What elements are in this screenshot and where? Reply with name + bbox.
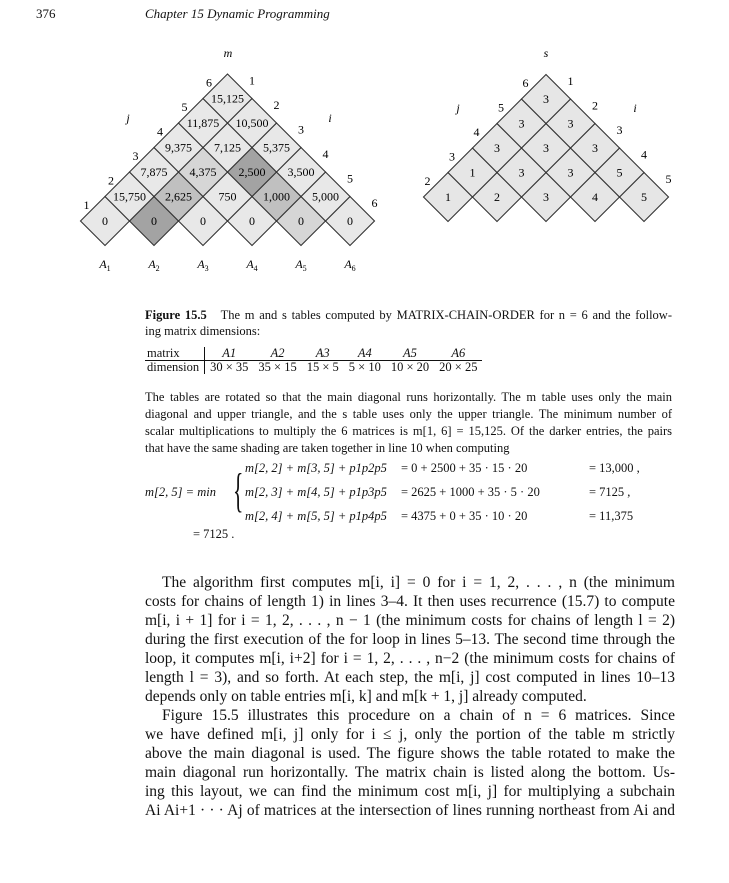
- s-i-index: 4: [641, 147, 647, 162]
- s-j-index: 5: [498, 100, 504, 115]
- m-cell-value: 1,000: [263, 189, 290, 204]
- m-j-index: 5: [181, 100, 188, 114]
- s-cell-value: 3: [567, 116, 574, 131]
- m-cell-value: 7,875: [140, 165, 168, 179]
- s-cell-value: 3: [518, 116, 525, 131]
- dims-header-cell: A6: [434, 347, 482, 361]
- m-i-index: 6: [371, 196, 378, 210]
- body-line: loop, it computes m[i, i+2] for i = 1, 2, . . . , n−2 (the minimum costs for chains of: [145, 650, 675, 667]
- s-j-index: 6: [522, 76, 529, 90]
- equation-lhs: m[2, 5] = min: [145, 485, 216, 499]
- dims-value-cell: 15 × 5: [306, 360, 339, 374]
- s-i-index: 2: [592, 98, 598, 113]
- running-title: Chapter 15 Dynamic Programming: [145, 6, 330, 21]
- body-line: we have defined m[i, j] only for i ≤ j, only the portion of the table m strictly: [145, 726, 675, 743]
- s-cell-value: 3: [543, 141, 549, 155]
- m-cell-value: 7,125: [214, 140, 241, 155]
- s-i-index: 1: [567, 74, 574, 88]
- body-line: The algorithm first computes m[i, i] = 0 for i = 1, 2, . . . , n (the minimum: [162, 574, 675, 591]
- equation-case-eq: = 0 + 2500 + 35 · 15 · 20: [401, 461, 528, 475]
- body-line: Ai Ai+1 · · · Aj of matrices at the intersection of lines running northeast from Ai and: [145, 802, 675, 819]
- body-line: m[i, i + 1] for i = 1, 2, . . . , n − 1 (the minimum costs for chains of length l = 2): [145, 612, 675, 629]
- matrix-label: $A_5$: [295, 257, 307, 273]
- s-cell-value: 1: [469, 165, 476, 180]
- m-j-axis-label: j: [126, 111, 130, 125]
- m-j-index: 1: [83, 198, 90, 212]
- dims-value-cell: 10 × 20: [390, 360, 430, 374]
- dims-value-cell: 20 × 25: [439, 360, 478, 374]
- m-i-index: 3: [298, 122, 304, 137]
- s-cell-value: 1: [445, 190, 451, 204]
- m-cell-value: 0: [347, 214, 353, 228]
- equation-case-res: = 13,000 ,: [589, 461, 640, 475]
- body-line: costs for chains of length 1) in lines 3–4. It then uses recurrence (15.7) to compute: [145, 593, 675, 610]
- dims-value-cell: dimension: [145, 361, 205, 375]
- caption-paragraph-line: scalar multiplications to multiply the 6 matrices is m[1, 6] = 15,125. Of the darker entries, the pairs: [145, 424, 672, 438]
- caption-line-1: [145, 308, 672, 323]
- dims-value-cell: 35 × 15: [258, 360, 297, 374]
- m-cell-value: 9,375: [165, 140, 192, 155]
- body-line: during the first execution of the for loop in lines 5–13. The second time through the: [145, 631, 675, 648]
- m-i-axis-label: i: [328, 111, 332, 125]
- s-j-axis-label: j: [456, 101, 460, 115]
- m-i-index: 1: [249, 73, 255, 88]
- matrix-label: $A_4$: [246, 257, 258, 273]
- body-line: ing this layout, we can find the minimum cost m[i, j] for multiplying a subchain: [145, 783, 675, 800]
- matrix-label: $A_3$: [197, 257, 209, 273]
- m-cell-value: 0: [151, 214, 157, 228]
- matrix-label: $A_2$: [148, 257, 160, 273]
- m-j-index: 3: [132, 149, 139, 163]
- m-cell-value: 5,000: [312, 189, 339, 204]
- dims-header-cell: A2: [253, 347, 301, 361]
- s-cell-value: 3: [543, 92, 549, 106]
- m-cell-value: 4,375: [189, 165, 217, 179]
- dims-value-cell: 30 × 35: [210, 360, 249, 374]
- body-line: above the main diagonal is used. The figure shows the table rotated to make the: [145, 745, 675, 762]
- equation-case-eq: = 4375 + 0 + 35 · 10 · 20: [401, 509, 528, 523]
- m-table-title: m: [223, 46, 233, 60]
- figure-15-5-tables: [0, 0, 729, 290]
- m-cell-value: 0: [102, 214, 108, 228]
- caption-text: The m and s tables computed by MATRIX-CHAIN-ORDER for n = 6 and the follow-: [220, 308, 673, 322]
- s-j-index: 2: [424, 174, 431, 188]
- s-cell-value: 3: [494, 141, 500, 155]
- caption-paragraph-line: that have the same shading are taken together in line 10 when computing: [145, 441, 510, 455]
- s-j-index: 3: [449, 149, 455, 164]
- dims-header-cell: A4: [344, 347, 386, 361]
- m-j-index: 2: [108, 173, 114, 188]
- s-j-index: 4: [473, 125, 480, 139]
- body-line: Figure 15.5 illustrates this procedure on a chain of n = 6 matrices. Since: [162, 707, 675, 724]
- m-cell-value: 750: [218, 189, 237, 204]
- matrix-label: $A_1$: [99, 257, 111, 273]
- s-i-index: 3: [616, 123, 623, 137]
- s-cell-value: 2: [494, 190, 500, 204]
- m-i-index: 4: [322, 147, 329, 161]
- m-cell-value: 0: [298, 214, 304, 228]
- m-j-index: 4: [157, 124, 163, 139]
- m-i-index: 2: [273, 98, 280, 112]
- m-cell-value: 2,500: [238, 165, 266, 179]
- body-line: main diagonal run horizontally. The matrix chain is listed along the bottom. Us-: [145, 764, 675, 781]
- s-table-title: s: [543, 46, 549, 60]
- brace: {: [233, 464, 244, 517]
- equation-case-expr: m[2, 3] + m[4, 5] + p1p3p5: [245, 485, 387, 499]
- s-cell-value: 4: [592, 190, 598, 204]
- equation-case-eq: = 2625 + 1000 + 35 · 5 · 20: [401, 485, 540, 499]
- m-cell-value: 0: [249, 214, 255, 228]
- dims-header-cell: A5: [386, 347, 434, 361]
- caption-paragraph-line: diagonal and upper triangle, and the s table uses only the upper triangle. The minimum number of: [145, 407, 672, 421]
- dims-header-cell: matrix: [145, 347, 205, 361]
- equation-case-expr: m[2, 2] + m[3, 5] + p1p2p5: [245, 461, 387, 475]
- dims-header-cell: A3: [302, 347, 344, 361]
- equation-case-res: = 11,375: [589, 509, 634, 523]
- s-cell-value: 5: [641, 190, 647, 204]
- m-cell-value: 10,500: [235, 116, 269, 130]
- s-cell-value: 3: [518, 165, 525, 180]
- caption-line-2: ing matrix dimensions:: [145, 324, 261, 338]
- s-cell-value: 5: [616, 165, 623, 180]
- equation-case-expr: m[2, 4] + m[5, 5] + p1p4p5: [245, 509, 387, 523]
- equation-result: = 7125 .: [193, 527, 235, 541]
- equation-case-res: = 7125 ,: [589, 485, 631, 499]
- s-cell-value: 3: [543, 190, 549, 204]
- m-j-index: 6: [206, 75, 212, 90]
- m-i-index: 5: [347, 171, 353, 186]
- dims-value-cell: 5 × 10: [348, 360, 381, 374]
- body-line: depends only on table entries m[i, k] and m[k + 1, j] already computed.: [145, 688, 587, 705]
- page-number: 376: [36, 6, 56, 21]
- m-cell-value: 0: [200, 214, 206, 228]
- matrix-label: $A_6$: [344, 257, 356, 273]
- m-cell-value: 3,500: [287, 165, 315, 179]
- m-cell-value: 2,625: [165, 189, 192, 204]
- s-i-index: 5: [665, 172, 672, 186]
- m-cell-value: 11,875: [186, 116, 220, 130]
- s-i-axis-label: i: [633, 101, 637, 115]
- s-cell-value: 3: [567, 165, 574, 180]
- figure-label: Figure 15.5: [145, 308, 207, 322]
- m-cell-value: 15,125: [211, 91, 244, 106]
- dims-header-cell: A1: [205, 347, 254, 361]
- matrix-dimensions-table: [145, 347, 482, 374]
- s-cell-value: 3: [592, 141, 598, 155]
- caption-paragraph-line: The tables are rotated so that the main diagonal runs horizontally. The m table uses only the main: [145, 390, 672, 404]
- body-line: length l = 3), and so forth. At each step, the m[i, j] cost computed in lines 10–13: [145, 669, 675, 686]
- m-cell-value: 15,750: [113, 189, 146, 204]
- m-cell-value: 5,375: [263, 140, 290, 155]
